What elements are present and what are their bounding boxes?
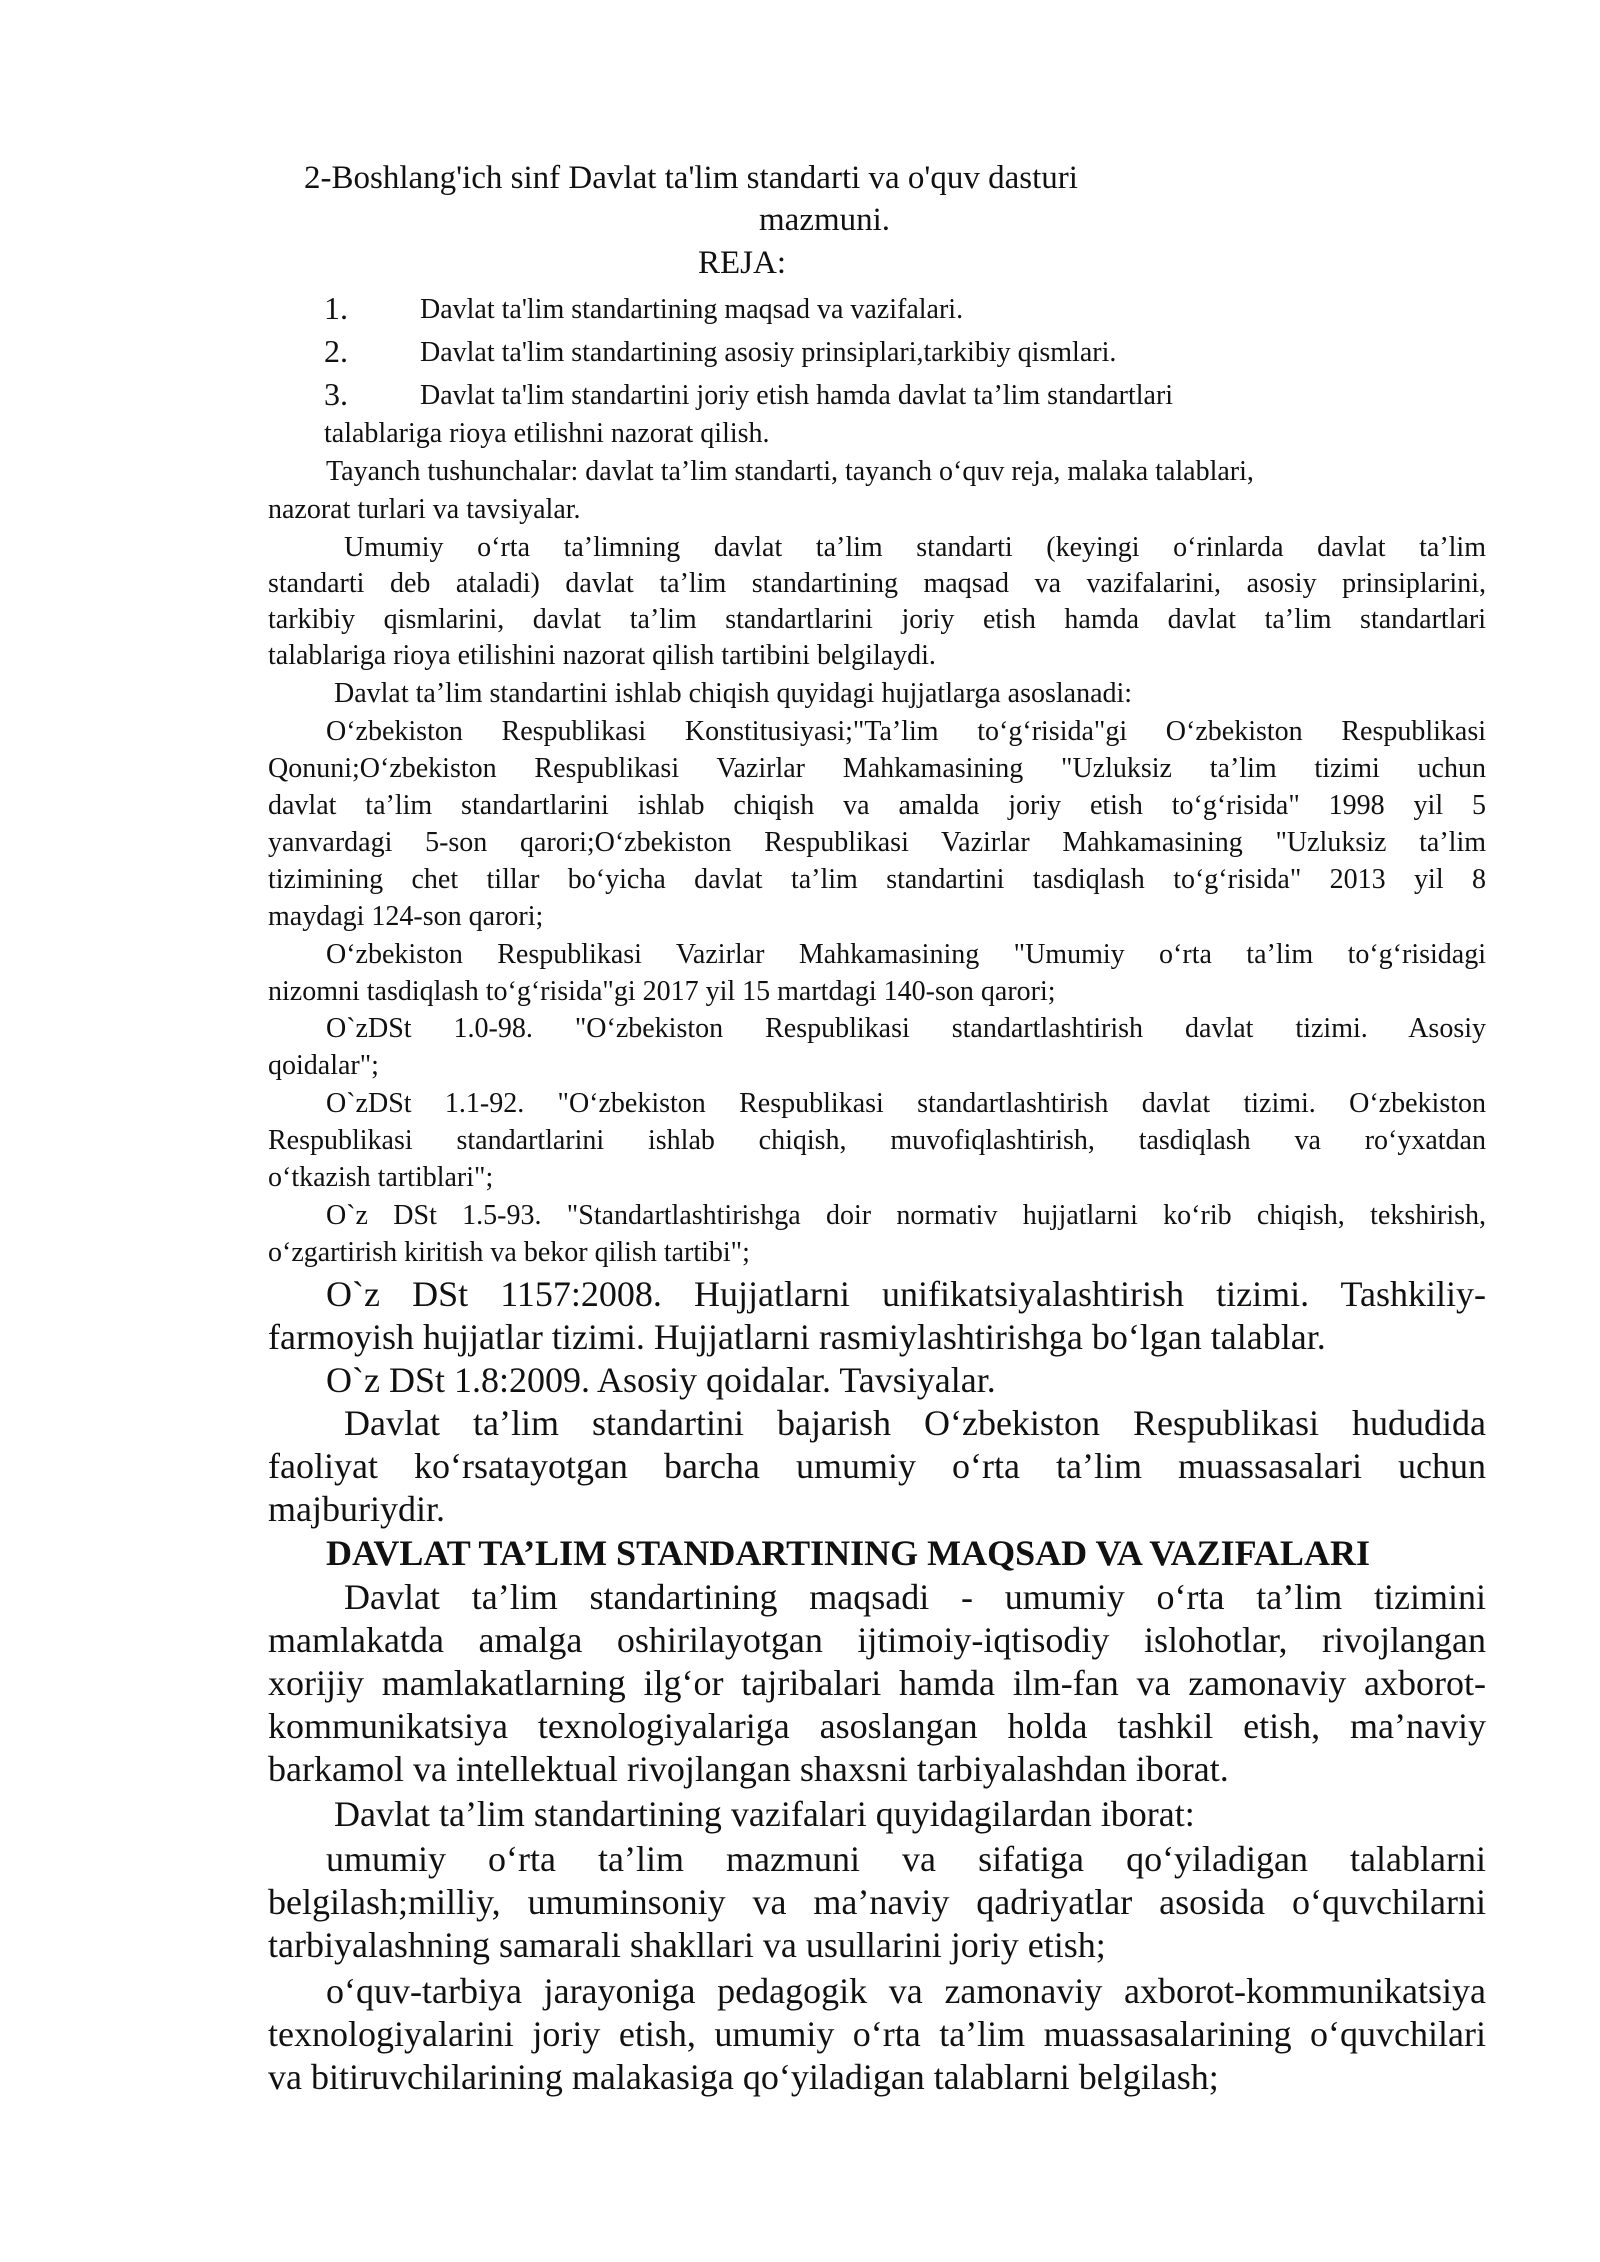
plan-item-text: Davlat ta'lim standartining asosiy prinsiplari,tarkibiy qismlari. <box>420 337 1117 368</box>
doc-title-line2: mazmuni. <box>759 202 891 238</box>
standard-line: O`z DSt 1157:2008. Hujjatlarni unifikatsiyalashtirish tizimi. Tashkiliy- <box>326 1274 1486 1314</box>
basis-line: O`z DSt 1.5-93. "Standartlashtirishga doir normativ hujjatlarni ko‘rib chiqish, tekshirish, <box>326 1200 1486 1231</box>
basis-intro: Davlat ta’lim standartini ishlab chiqish quyidagi hujjatlarga asoslanadi: <box>334 678 1133 709</box>
basis-line: tizimining chet tillar bo‘yicha davlat ta’lim standartini tasdiqlash to‘g‘risida" 2013 yil 8 <box>268 864 1486 895</box>
keywords-line: Tayanch tushunchalar: davlat ta’lim standarti, tayanch o‘quv reja, malaka talablari, <box>326 456 1254 487</box>
goal-line: kommunikatsiya texnologiyalariga asoslangan holda tashkil etish, ma’naviy <box>268 1706 1486 1746</box>
basis-line: qoidalar"; <box>268 1050 379 1081</box>
basis-line: O‘zbekiston Respublikasi Konstitusiyasi;"Ta’lim to‘g‘risida"gi O‘zbekiston Respublikasi <box>326 716 1486 747</box>
task-line: va bitiruvchilarining malakasiga qo‘yiladigan talablarni belgilash; <box>268 2057 1219 2097</box>
keywords-line: nazorat turlari va tavsiyalar. <box>268 494 581 525</box>
intro-line: standarti deb ataladi) davlat ta’lim standartining maqsad va vazifalarini, asosiy prinsiplarini, <box>268 568 1486 599</box>
basis-line: maydagi 124-son qarori; <box>268 901 544 932</box>
intro-line: Umumiy o‘rta ta’limning davlat ta’lim standarti (keyingi o‘rinlarda davlat ta’lim <box>344 532 1486 563</box>
tasks-intro: Davlat ta’lim standartining vazifalari quyidagilardan iborat: <box>334 1794 1195 1834</box>
obligation-line: faoliyat ko‘rsatayotgan barcha umumiy o‘rta ta’lim muassasalari uchun <box>268 1446 1486 1486</box>
intro-line: talablariga rioya etilishini nazorat qilish tartibini belgilaydi. <box>268 640 936 671</box>
obligation-line: Davlat ta’lim standartini bajarish O‘zbekiston Respublikasi hududida <box>344 1403 1486 1443</box>
basis-line: o‘tkazish tartiblari"; <box>268 1162 494 1193</box>
task-line: o‘quv-tarbiya jarayoniga pedagogik va zamonaviy axborot-kommunikatsiya <box>326 1971 1486 2011</box>
standard-line: farmoyish hujjatlar tizimi. Hujjatlarni rasmiylashtirishga bo‘lgan talablar. <box>268 1317 1326 1357</box>
obligation-line: majburiydir. <box>268 1489 445 1529</box>
task-line: tarbiyalashning samarali shakllari va usullarini joriy etish; <box>268 1925 1106 1965</box>
goal-line: Davlat ta’lim standartining maqsadi - umumiy o‘rta ta’lim tizimini <box>344 1577 1486 1617</box>
standard-line: O`z DSt 1.8:2009. Asosiy qoidalar. Tavsiyalar. <box>326 1360 996 1400</box>
goal-line: barkamol va intellektual rivojlangan shaxsni tarbiyalashdan iborat. <box>268 1749 1229 1789</box>
basis-line: davlat ta’lim standartlarini ishlab chiqish va amalda joriy etish to‘g‘risida" 1998 yil 5 <box>268 790 1486 821</box>
basis-line: O`zDSt 1.0-98. "O‘zbekiston Respublikasi standartlashtirish davlat tizimi. Asosiy <box>326 1013 1486 1044</box>
task-line: texnologiyalarini joriy etish, umumiy o‘rta ta’lim muassasalarining o‘quvchilari <box>268 2014 1486 2054</box>
plan-item-number: 2. <box>324 333 348 369</box>
plan-item-text: Davlat ta'lim standartining maqsad va vazifalari. <box>420 294 964 325</box>
doc-title-line1: 2-Boshlang'ich sinf Davlat ta'lim standarti va o'quv dasturi <box>304 160 1078 196</box>
plan-item-number: 1. <box>324 290 348 326</box>
basis-line: nizomni tasdiqlash to‘g‘risida"gi 2017 yil 15 martdagi 140-son qarori; <box>268 976 1056 1007</box>
plan-item-number: 3. <box>324 376 348 412</box>
basis-line: O`zDSt 1.1-92. "O‘zbekiston Respublikasi standartlashtirish davlat tizimi. O‘zbekiston <box>326 1088 1486 1119</box>
plan-item-continuation: talablariga rioya etilishni nazorat qilish. <box>324 418 770 449</box>
plan-heading: REJA: <box>698 245 787 281</box>
task-line: belgilash;milliy, umuminsoniy va ma’naviy qadriyatlar asosida o‘quvchilarni <box>268 1882 1486 1922</box>
section-heading: DAVLAT TA’LIM STANDARTINING MAQSAD VA VAZIFALARI <box>326 1533 1370 1573</box>
basis-line: Respublikasi standartlarini ishlab chiqish, muvofiqlashtirish, tasdiqlash va ro‘yxatdan <box>268 1125 1486 1156</box>
intro-line: tarkibiy qismlarini, davlat ta’lim standartlarini joriy etish hamda davlat ta’lim standartlari <box>268 604 1486 635</box>
basis-line: o‘zgartirish kiritish va bekor qilish tartibi"; <box>268 1237 750 1268</box>
basis-line: O‘zbekiston Respublikasi Vazirlar Mahkamasining "Umumiy o‘rta ta’lim to‘g‘risidagi <box>326 939 1486 970</box>
basis-line: yanvardagi 5-son qarori;O‘zbekiston Respublikasi Vazirlar Mahkamasining "Uzluksiz ta’lim <box>268 827 1486 858</box>
goal-line: xorijiy mamlakatlarning ilg‘or tajribalari hamda ilm-fan va zamonaviy axborot- <box>268 1663 1486 1703</box>
plan-item-text: Davlat ta'lim standartini joriy etish hamda davlat ta’lim standartlari <box>420 380 1174 411</box>
basis-line: Qonuni;O‘zbekiston Respublikasi Vazirlar Mahkamasining "Uzluksiz ta’lim tizimi uchun <box>268 753 1486 784</box>
goal-line: mamlakatda amalga oshirilayotgan ijtimoiy-iqtisodiy islohotlar, rivojlangan <box>268 1620 1486 1660</box>
task-line: umumiy o‘rta ta’lim mazmuni va sifatiga qo‘yiladigan talablarni <box>326 1839 1486 1879</box>
